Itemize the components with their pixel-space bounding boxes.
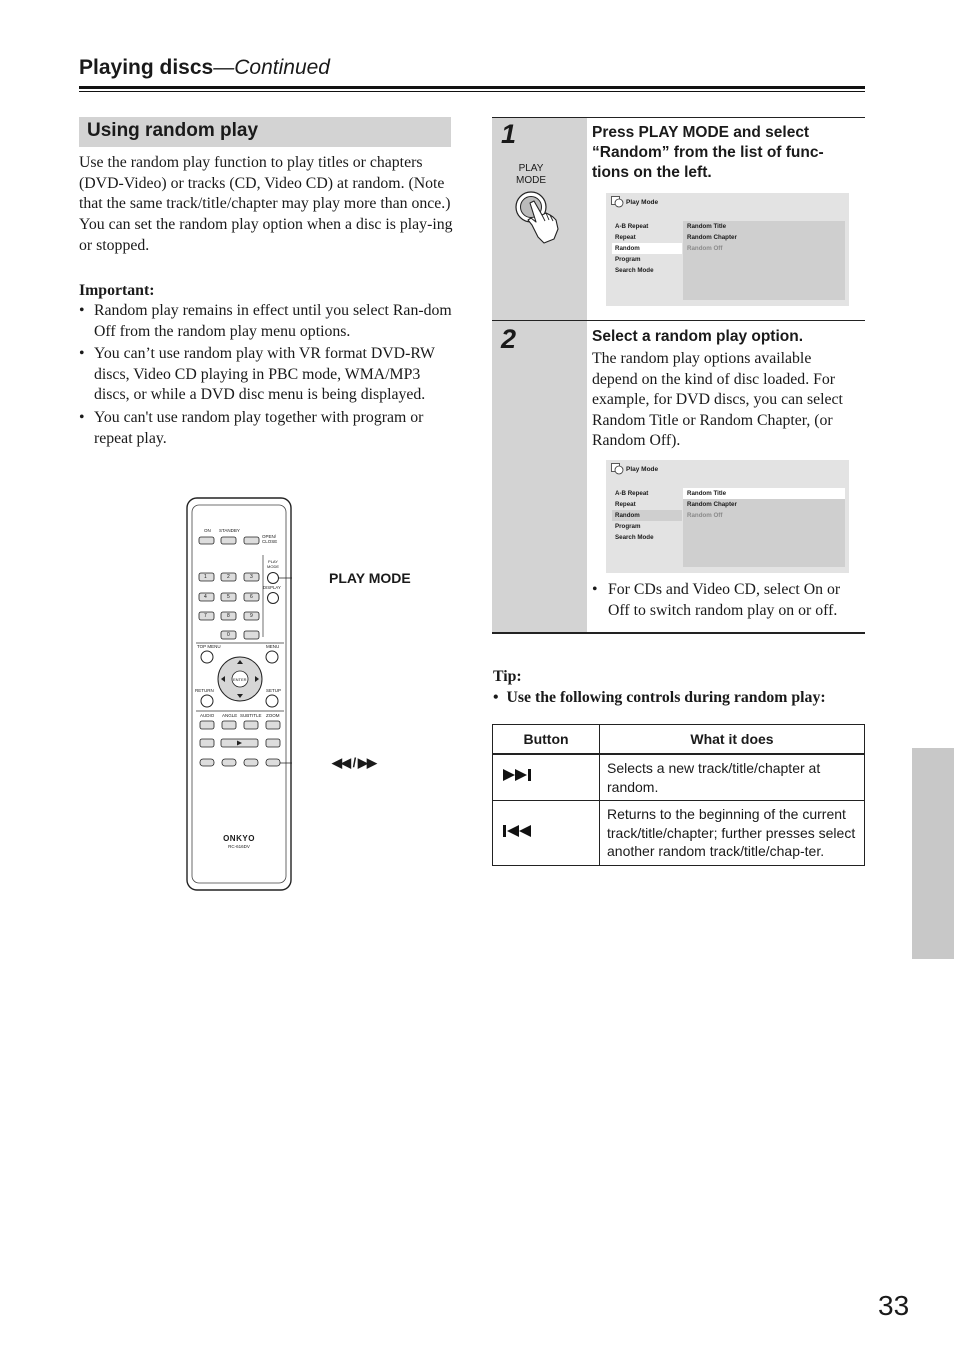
osd-options [683, 221, 845, 300]
key-open-label: OPEN/ CLOSE [262, 534, 278, 544]
key-display-label: DISPLAY [263, 585, 281, 590]
next-track-cell [493, 754, 600, 801]
osd-menu-item-active[interactable]: Random [612, 510, 682, 521]
osd-option[interactable]: Random Title [687, 223, 727, 230]
osd-menu-item[interactable]: Search Mode [615, 267, 654, 274]
play-mode-button-label: PLAY MODE [516, 163, 546, 186]
step-1-number: 1 [501, 119, 517, 149]
key-audio-label: AUDIO [200, 713, 215, 718]
bullet-glyph: • [493, 689, 507, 706]
osd-menu-item[interactable]: Search Mode [615, 534, 654, 541]
digit-key: 3 [250, 574, 253, 580]
step-2-note-text: For CDs and Video CD, select On or Off to switch random play on or off. [608, 581, 841, 619]
osd-menu-item[interactable]: A-B Repeat [615, 223, 649, 230]
controls-table [492, 724, 865, 866]
table-row [493, 754, 865, 801]
key-zoom-label: ZOOM [266, 713, 280, 718]
important-list [79, 301, 453, 451]
osd-option[interactable]: Random Off [687, 512, 723, 519]
steps-bottom-rule [492, 632, 865, 634]
digit-key: 2 [227, 574, 230, 580]
steps-box [492, 117, 865, 634]
osd-option-selected[interactable]: Random Title [683, 488, 845, 499]
previous-track-icon [501, 823, 535, 839]
digit-key: 5 [227, 594, 230, 600]
remote-control-illustration [186, 497, 292, 891]
previous-track-cell [493, 801, 600, 866]
table-row [493, 801, 865, 866]
digit-key: 0 [227, 632, 230, 638]
step-2-number: 2 [501, 324, 517, 354]
next-track-description: Selects a new track/title/chapter at random. [600, 754, 865, 801]
osd-menu-item[interactable]: Repeat [615, 234, 636, 241]
osd-option[interactable]: Random Chapter [687, 501, 737, 508]
digit-key: 9 [250, 613, 253, 619]
osd-title: Play Mode [626, 199, 659, 206]
table-header-row [493, 725, 865, 755]
list-item: • You can't use random play together with program or repeat play. [79, 408, 453, 449]
key-angle-label: ANGLE [222, 713, 238, 718]
osd-menu [612, 488, 682, 543]
step-2-heading: Select a random play option. [592, 328, 804, 345]
section-title: Using random play [87, 120, 259, 141]
osd-option[interactable]: Random Chapter [687, 234, 737, 241]
remote-control-drawing [186, 497, 292, 891]
osd-menu-item-selected[interactable]: Random [612, 243, 682, 254]
col-header-button: Button [493, 725, 600, 755]
next-track-icon [501, 767, 535, 783]
osd-play-mode-1 [606, 193, 849, 306]
disc-menu-icon [611, 463, 624, 475]
model-label: RC-616DV [228, 844, 250, 849]
osd-menu-item[interactable]: Program [615, 523, 641, 530]
tip-bullet-text: Use the following controls during random play: [506, 689, 826, 706]
osd-options [683, 488, 845, 567]
tip-bullet [493, 689, 826, 707]
page-header [79, 54, 865, 90]
step-2-body: The random play options available depend on the kind of disc loaded. For example, for DVD discs, you can select Random Title or Random Chapter, (or Random Off). [592, 350, 843, 450]
key-return-label: RETURN [195, 688, 214, 693]
key-on-label: ON [204, 528, 211, 533]
key-play-mode-label: PLAY MODE [267, 559, 279, 569]
list-item: • You can’t use random play with VR format DVD-RW discs, Video CD playing in PBC mode, WMA/MP3 discs, or while a DVD disc menu is being displayed. [79, 344, 453, 406]
intro-paragraph-1: Use the random play function to play titles or chapters (DVD-Video) or tracks (CD, Video CD) at random. (Note that the same track/title/chapter may play more than once.) [79, 154, 451, 213]
osd-menu [612, 221, 682, 276]
disc-menu-icon [611, 196, 624, 208]
osd-menu-item[interactable]: A-B Repeat [615, 490, 649, 497]
digit-key: 4 [204, 594, 207, 600]
step-1-heading: Press PLAY MODE and select “Random” from the list of func-tions on the left. [592, 124, 824, 181]
step-2-note [592, 580, 860, 621]
tip-heading: Tip: [493, 668, 522, 685]
header-rule-thin [79, 91, 865, 92]
step-2-sidebar [492, 321, 587, 632]
intro-paragraph-2: You can set the random play option when a disc is play-ing or stopped. [79, 216, 453, 254]
digit-key: 6 [250, 594, 253, 600]
finger-press-icon [512, 189, 568, 245]
digit-key: 1 [204, 574, 207, 580]
important-heading: Important: [79, 282, 155, 299]
osd-play-mode-2 [606, 460, 849, 573]
key-setup-label: SETUP [266, 688, 282, 693]
key-subtitle-label: SUBTITLE [240, 713, 262, 718]
previous-track-description: Returns to the beginning of the current track/title/chapter; further presses select another random track/title/chap-ter. [600, 801, 865, 866]
skip-callout: ◀◀ / ▶▶ [332, 755, 376, 770]
header-rule [79, 86, 865, 89]
digit-key: 7 [204, 613, 207, 619]
key-enter-label: ENTER [233, 677, 247, 682]
key-menu-label: MENU [266, 644, 280, 649]
osd-menu-item[interactable]: Repeat [615, 501, 636, 508]
list-item: • Random play remains in effect until you select Ran-dom Off from the random play menu options. [79, 301, 453, 342]
brand-logo: ONKYO [223, 834, 255, 843]
bullet-glyph: • [592, 581, 598, 598]
page-number: 33 [878, 1290, 910, 1321]
osd-option[interactable]: Random Off [687, 245, 723, 252]
digit-key: 8 [227, 613, 230, 619]
key-standby-label: STANDBY [219, 528, 240, 533]
osd-menu-item[interactable]: Program [615, 256, 641, 263]
section-heading [79, 117, 451, 147]
key-top-menu-label: TOP MENU [197, 644, 221, 649]
page-title: Playing discs—Continued [79, 56, 330, 79]
osd-title: Play Mode [626, 466, 659, 473]
chapter-tab [912, 748, 954, 959]
play-mode-callout: PLAY MODE [329, 570, 411, 586]
intro-text [79, 153, 453, 257]
col-header-what-it-does: What it does [600, 725, 865, 755]
